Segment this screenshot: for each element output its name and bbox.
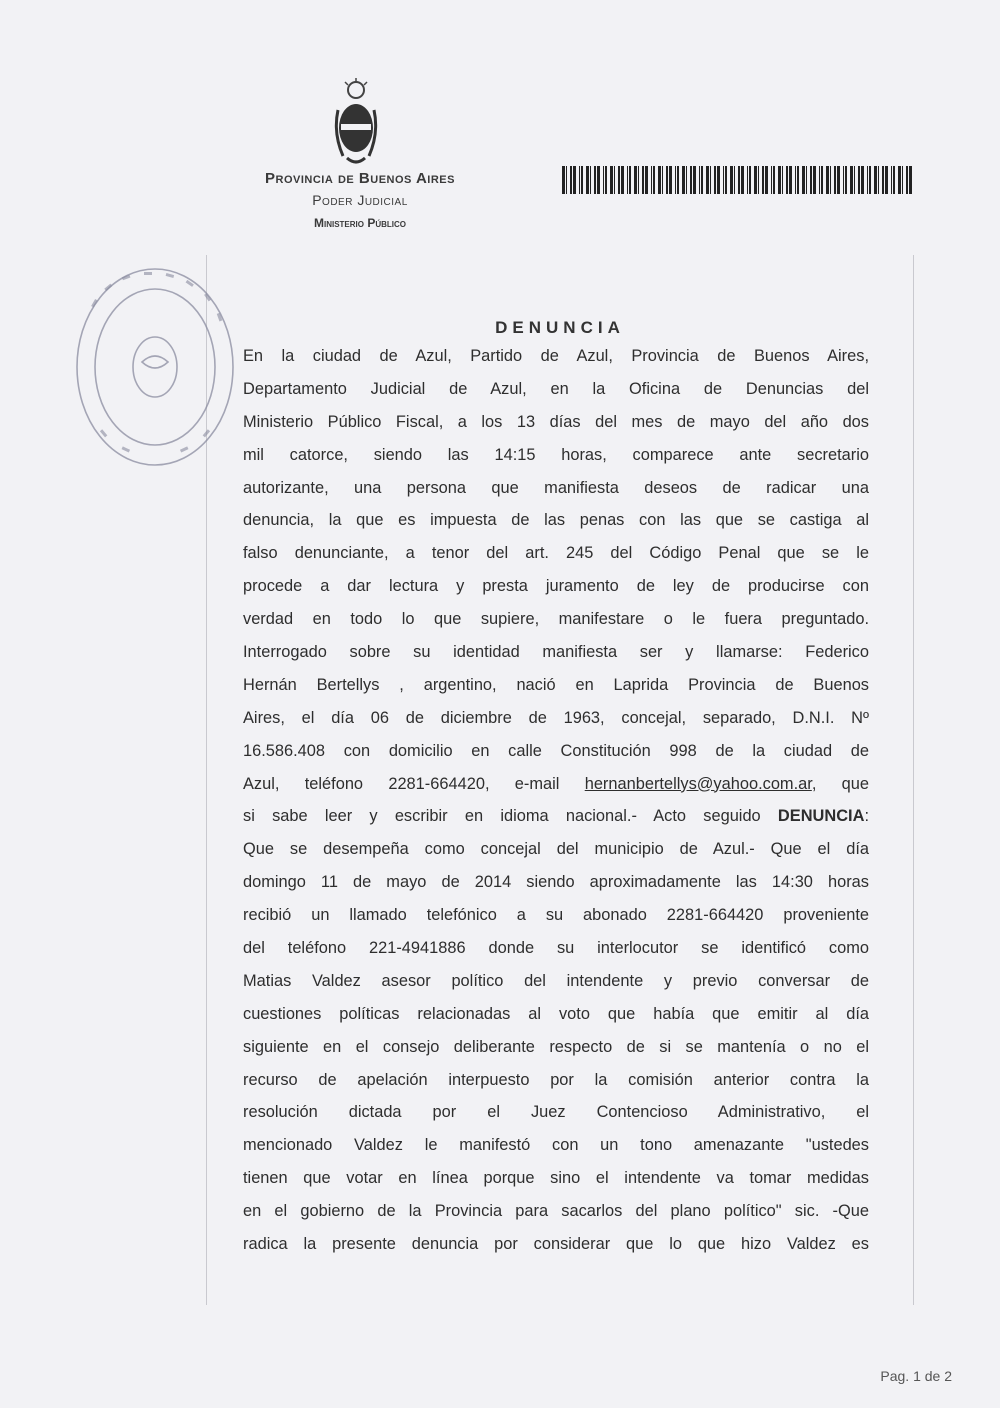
right-margin-line: [913, 255, 914, 1305]
text-line: [243, 373, 869, 406]
document-body: [243, 340, 869, 1261]
barcode-bar: [581, 166, 583, 194]
barcode-bar: [861, 166, 864, 194]
barcode-bar: [747, 166, 748, 194]
barcode-bar: [666, 166, 668, 194]
line-text: del teléfono 221-4941886 donde su interlocutor se identificó como: [243, 939, 869, 958]
text-line: [243, 1064, 869, 1097]
barcode-bar: [834, 166, 836, 194]
barcode-bar: [867, 166, 868, 194]
barcode-bar: [893, 166, 895, 194]
line-text: recibió un llamado telefónico a su abonado 2281-664420 proveniente: [243, 906, 869, 925]
text-line: [243, 735, 869, 768]
barcode-bar: [662, 166, 663, 194]
barcode-bar: [677, 166, 679, 194]
text-line: [243, 636, 869, 669]
barcode-bar: [586, 166, 589, 194]
barcode-bar: [562, 166, 565, 194]
line-text: Ministerio Público Fiscal, a los 13 días del mes de mayo del año dos: [243, 412, 869, 431]
barcode-bar: [858, 166, 860, 194]
line-text: autorizante, una persona que manifiesta deseos de radicar una: [243, 478, 869, 497]
line-text: Interrogado sobre su identidad manifiesta ser y llamarse: Federico: [243, 643, 869, 662]
barcode-bar: [778, 166, 781, 194]
barcode-bar: [909, 166, 912, 194]
barcode-bar: [614, 166, 615, 194]
barcode-bar: [682, 166, 685, 194]
barcode-bar: [821, 166, 823, 194]
barcode-bar: [714, 166, 716, 194]
barcode-bar: [762, 166, 764, 194]
org-branch: Poder Judicial: [312, 192, 408, 208]
barcode-bar: [826, 166, 829, 194]
page-number: Pag. 1 de 2: [880, 1368, 952, 1384]
barcode-bar: [771, 166, 772, 194]
barcode: [562, 166, 914, 194]
barcode-bar: [645, 166, 648, 194]
line-text: Departamento Judicial de Azul, en la Oficina de Denuncias del: [243, 379, 869, 398]
barcode-bar: [906, 166, 908, 194]
barcode-bar: [699, 166, 700, 194]
text-line: [243, 1129, 869, 1162]
barcode-bar: [854, 166, 855, 194]
barcode-bar: [773, 166, 775, 194]
text-line: [243, 702, 869, 735]
line-text: , que: [811, 774, 869, 793]
barcode-bar: [754, 166, 757, 194]
barcode-bar: [734, 166, 735, 194]
barcode-bar: [749, 166, 751, 194]
barcode-bar: [765, 166, 768, 194]
barcode-bar: [758, 166, 759, 194]
barcode-bar: [730, 166, 733, 194]
barcode-bar: [594, 166, 596, 194]
barcode-bar: [810, 166, 812, 194]
line-text: radica la presente denuncia por considerar que lo que hizo Valdez es: [243, 1235, 869, 1254]
barcode-bar: [869, 166, 871, 194]
barcode-bar: [627, 166, 628, 194]
line-text: En la ciudad de Azul, Partido de Azul, Provincia de Buenos Aires,: [243, 347, 869, 365]
barcode-bar: [618, 166, 620, 194]
line-text: recurso de apelación interpuesto por la comisión anterior contra la: [243, 1070, 869, 1089]
email-address: hernanbertellys@yahoo.com.ar: [584, 774, 812, 793]
line-text: en el gobierno de la Provincia para sacarlos del plano político" sic. -Que: [243, 1202, 869, 1221]
line-text: mil catorce, siendo las 14:15 horas, comparece ante secretario: [243, 445, 869, 464]
barcode-bar: [882, 166, 884, 194]
line-text: Aires, el día 06 de diciembre de 1963, concejal, separado, D.N.I. Nº: [243, 708, 869, 727]
text-line: [243, 669, 869, 702]
text-line: [243, 504, 869, 537]
barcode-bar: [843, 166, 844, 194]
barcode-bar: [789, 166, 792, 194]
barcode-bar: [638, 166, 639, 194]
barcode-bar: [813, 166, 816, 194]
text-line: [243, 1162, 869, 1195]
barcode-bar: [706, 166, 709, 194]
line-text: resolución dictada por el Juez Contencioso Administrativo, el: [243, 1103, 869, 1122]
text-line: [243, 1228, 869, 1261]
line-text: Hernán Bertellys , argentino, nació en Laprida Provincia de Buenos: [243, 675, 869, 694]
barcode-bar: [669, 166, 672, 194]
barcode-bar: [795, 166, 796, 194]
line-text: Azul, teléfono 2281-664420, e-mail: [243, 774, 585, 793]
text-line: [243, 537, 869, 570]
barcode-bar: [845, 166, 847, 194]
line-text: domingo 11 de mayo de 2014 siendo aproximadamente las 14:30 horas: [243, 873, 869, 892]
official-seal-stamp: [70, 262, 240, 472]
text-line: [243, 899, 869, 932]
barcode-bar: [634, 166, 637, 194]
barcode-bar: [566, 166, 567, 194]
barcode-bar: [741, 166, 744, 194]
barcode-bar: [653, 166, 655, 194]
line-text: siguiente en el consejo deliberante respecto de si se mantenía o no el: [243, 1037, 869, 1056]
document-title: DENUNCIA: [495, 318, 625, 337]
line-text: Matias Valdez asesor político del intendente y previo conversar de: [243, 971, 869, 990]
text-line: [243, 439, 869, 472]
org-office: Ministerio Público: [313, 216, 406, 230]
line-text: procede a dar lectura y presta juramento de ley de producirse con: [243, 577, 869, 596]
bold-keyword: DENUNCIA: [777, 807, 865, 826]
barcode-bar: [782, 166, 783, 194]
barcode-bar: [878, 166, 879, 194]
barcode-bar: [597, 166, 600, 194]
text-line: [243, 1031, 869, 1064]
barcode-bar: [830, 166, 831, 194]
barcode-bar: [603, 166, 604, 194]
barcode-bar: [898, 166, 901, 194]
line-text: :: [864, 807, 869, 826]
line-text: Que se desempeña como concejal del municipio de Azul.- Que el día: [243, 840, 869, 859]
barcode-bar: [723, 166, 724, 194]
text-line: [243, 1096, 869, 1129]
barcode-bar: [717, 166, 720, 194]
text-line: [243, 1195, 869, 1228]
line-text: denuncia, la que es impuesta de las penas con las que se castiga al: [243, 511, 869, 530]
barcode-bar: [885, 166, 888, 194]
line-text: mencionado Valdez le manifestó con un tono amenazante "ustedes: [243, 1136, 869, 1155]
line-text: falso denunciante, a tenor del art. 245 del Código Penal que se le: [243, 544, 869, 563]
barcode-bar: [610, 166, 613, 194]
barcode-bar: [819, 166, 820, 194]
barcode-bar: [850, 166, 853, 194]
barcode-bar: [891, 166, 892, 194]
text-line: [243, 998, 869, 1031]
barcode-bar: [902, 166, 903, 194]
line-text: verdad en todo lo que supiere, manifestare o le fuera preguntado.: [243, 610, 869, 629]
coat-of-arms-icon: [333, 78, 379, 170]
barcode-bar: [686, 166, 687, 194]
barcode-bar: [738, 166, 740, 194]
line-text: tienen que votar en línea porque sino el intendente va tomar medidas: [243, 1169, 869, 1188]
barcode-bar: [693, 166, 696, 194]
line-text: 16.586.408 con domicilio en calle Constitución 998 de la ciudad de: [243, 741, 869, 760]
barcode-bar: [837, 166, 840, 194]
text-line: [243, 932, 869, 965]
text-line: [243, 340, 869, 373]
barcode-bar: [802, 166, 805, 194]
text-line: [243, 965, 869, 998]
line-text: si sabe leer y escribir en idioma nacional.- Acto seguido: [243, 807, 778, 826]
barcode-bar: [651, 166, 652, 194]
barcode-bar: [629, 166, 631, 194]
barcode-bar: [701, 166, 703, 194]
barcode-bar: [573, 166, 576, 194]
text-line: [243, 800, 869, 833]
barcode-bar: [642, 166, 644, 194]
barcode-bar: [570, 166, 572, 194]
barcode-bar: [710, 166, 711, 194]
barcode-bar: [590, 166, 591, 194]
text-line: [243, 570, 869, 603]
barcode-bar: [658, 166, 661, 194]
barcode-bar: [605, 166, 607, 194]
barcode-bar: [579, 166, 580, 194]
barcode-bar: [690, 166, 692, 194]
barcode-bar: [725, 166, 727, 194]
line-text: cuestiones políticas relacionadas al voto que había que emitir al día: [243, 1004, 869, 1023]
text-line: [243, 833, 869, 866]
text-line: [243, 603, 869, 636]
barcode-bar: [786, 166, 788, 194]
barcode-bar: [874, 166, 877, 194]
org-name: Provincia de Buenos Aires: [265, 170, 455, 187]
barcode-bar: [675, 166, 676, 194]
text-line: [243, 866, 869, 899]
text-line: [243, 406, 869, 439]
text-line: [243, 768, 869, 801]
barcode-bar: [621, 166, 624, 194]
text-line: [243, 472, 869, 505]
barcode-bar: [797, 166, 799, 194]
barcode-bar: [806, 166, 807, 194]
